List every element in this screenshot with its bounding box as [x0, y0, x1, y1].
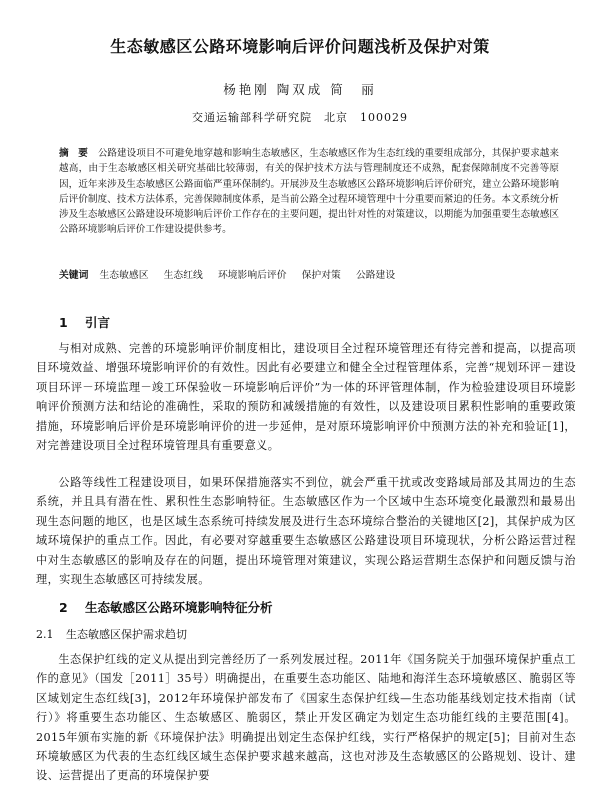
- section-heading: [59, 313, 110, 331]
- authors: [0, 80, 600, 98]
- keyword: 生态红线: [163, 270, 203, 281]
- section-number: 1: [59, 315, 68, 330]
- abstract: [59, 146, 559, 238]
- paragraph: 与相对成熟、完善的环境影响评价制度相比，建设项目全过程环境管理还有待完善和提高，以提高项目环境效益、增强环境影响评价的有效性。因此有必要建立和健全全过程管理体系，完善“规划环评－建设项目环评－环境监理－竣工环保验收－环境影响后评价”为一体的环评管理体制，作为检验建设项目环境影响评价预测方法和结论的准确性，采取的预防和减缓措施的有效性，以及建设项目累积性影响的重要政策措施，环境影响后评价是环境影响评价的进一步延伸，是对原环境影响评价中预测方法的补充和验证[1]，对完善建设项目全过程环境管理具有重要意义。: [36, 342, 576, 453]
- keyword: 生态敏感区: [99, 270, 149, 281]
- subsection-number: 2.1: [36, 628, 54, 641]
- subsection-heading: [36, 626, 187, 642]
- section-title: 引言: [85, 315, 111, 330]
- abstract-text: 公路建设项目不可避免地穿越和影响生态敏感区，生态敏感区作为生态红线的重要组成部分，其保护要求越来越高，由于生态敏感区相关研究基础比较薄弱，有关的保护技术方法与管理制度还不成熟，配套保障制度不完善等原因，近年来涉及生态敏感区公路面临严重环保制约。开展涉及生态敏感区公路环境影响后评价研究，建立公路环境影响后评价制度、技术方法体系，完善保障制度体系，是当前公路全过程环境管理中十分重要而紧迫的任务。本文系统分析涉及生态敏感区公路建设环境影响后评价工作存在的主要问题，提出针对性的对策建议，以期能为加强重要生态敏感区公路环境影响后评价工作建设提供参考。: [59, 148, 560, 236]
- section-heading: [59, 598, 273, 616]
- abstract-label: 摘 要: [59, 148, 88, 159]
- paragraph: 生态保护红线的定义从提出到完善经历了一系列发展过程。2011年《国务院关于加强环境保护重点工作的意见》（国发［2011］35号）明确提出，在重要生态功能区、陆地和海洋生态环境敏感区、脆弱区等区域划定生态红线[3]，2012年环境保护部发布了《国家生态保护红线—生态功能基线划定技术指南（试行）》将重要生态功能区、生态敏感区、脆弱区，禁止开发区确定为划定生态功能红线的主要范围[4]。2015年颁布实施的新《环境保护法》明确提出划定生态保护红线，实行严格保护的规定[5]；目前对生态环境敏感区为代表的生态红线区域生态保护要求越来越高，这也对涉及生态敏感区的公路规划、设计、建设、运营提出了更高的环境保护要: [36, 653, 576, 783]
- author-name: 陶双成: [276, 82, 324, 97]
- keywords: [59, 267, 559, 281]
- keyword: 环境影响后评价: [217, 270, 287, 281]
- affiliation: 交通运输部科学研究院 北京 100029: [192, 111, 408, 124]
- section-number: 2: [59, 600, 68, 615]
- paragraph: 公路等线性工程建设项目，如果环保措施落实不到位，就会严重干扰或改变路域局部及其周边的生态系统，并且具有潜在性、累积性生态影响特征。生态敏感区作为一个区域中生态环境变化最激烈和最易出现生态问题的地区，也是区域生态系统可持续发展及进行生态环境综合整治的关键地区[2]，其保护成为区域环境保护的重点工作。因此，有必要对穿越重要生态敏感区公路建设项目环境现状，分析公路运营过程中对生态敏感区的影响及存在的问题，提出环境管理对策建议，实现公路运营期生态保护和问题反馈与治理，实现生态敏感区可持续发展。: [36, 476, 576, 587]
- keywords-label: 关键词: [59, 270, 89, 281]
- author-name: 简 丽: [330, 82, 377, 97]
- section-title: 生态敏感区公路环境影响特征分析: [85, 600, 273, 615]
- keyword: 保护对策: [301, 270, 341, 281]
- author-name: 杨艳刚: [223, 82, 270, 97]
- keyword: 公路建设: [355, 270, 396, 281]
- subsection-title: 生态敏感区保护需求趋切: [66, 628, 187, 641]
- paper-title: 生态敏感区公路环境影响后评价问题浅析及保护对策: [110, 37, 490, 56]
